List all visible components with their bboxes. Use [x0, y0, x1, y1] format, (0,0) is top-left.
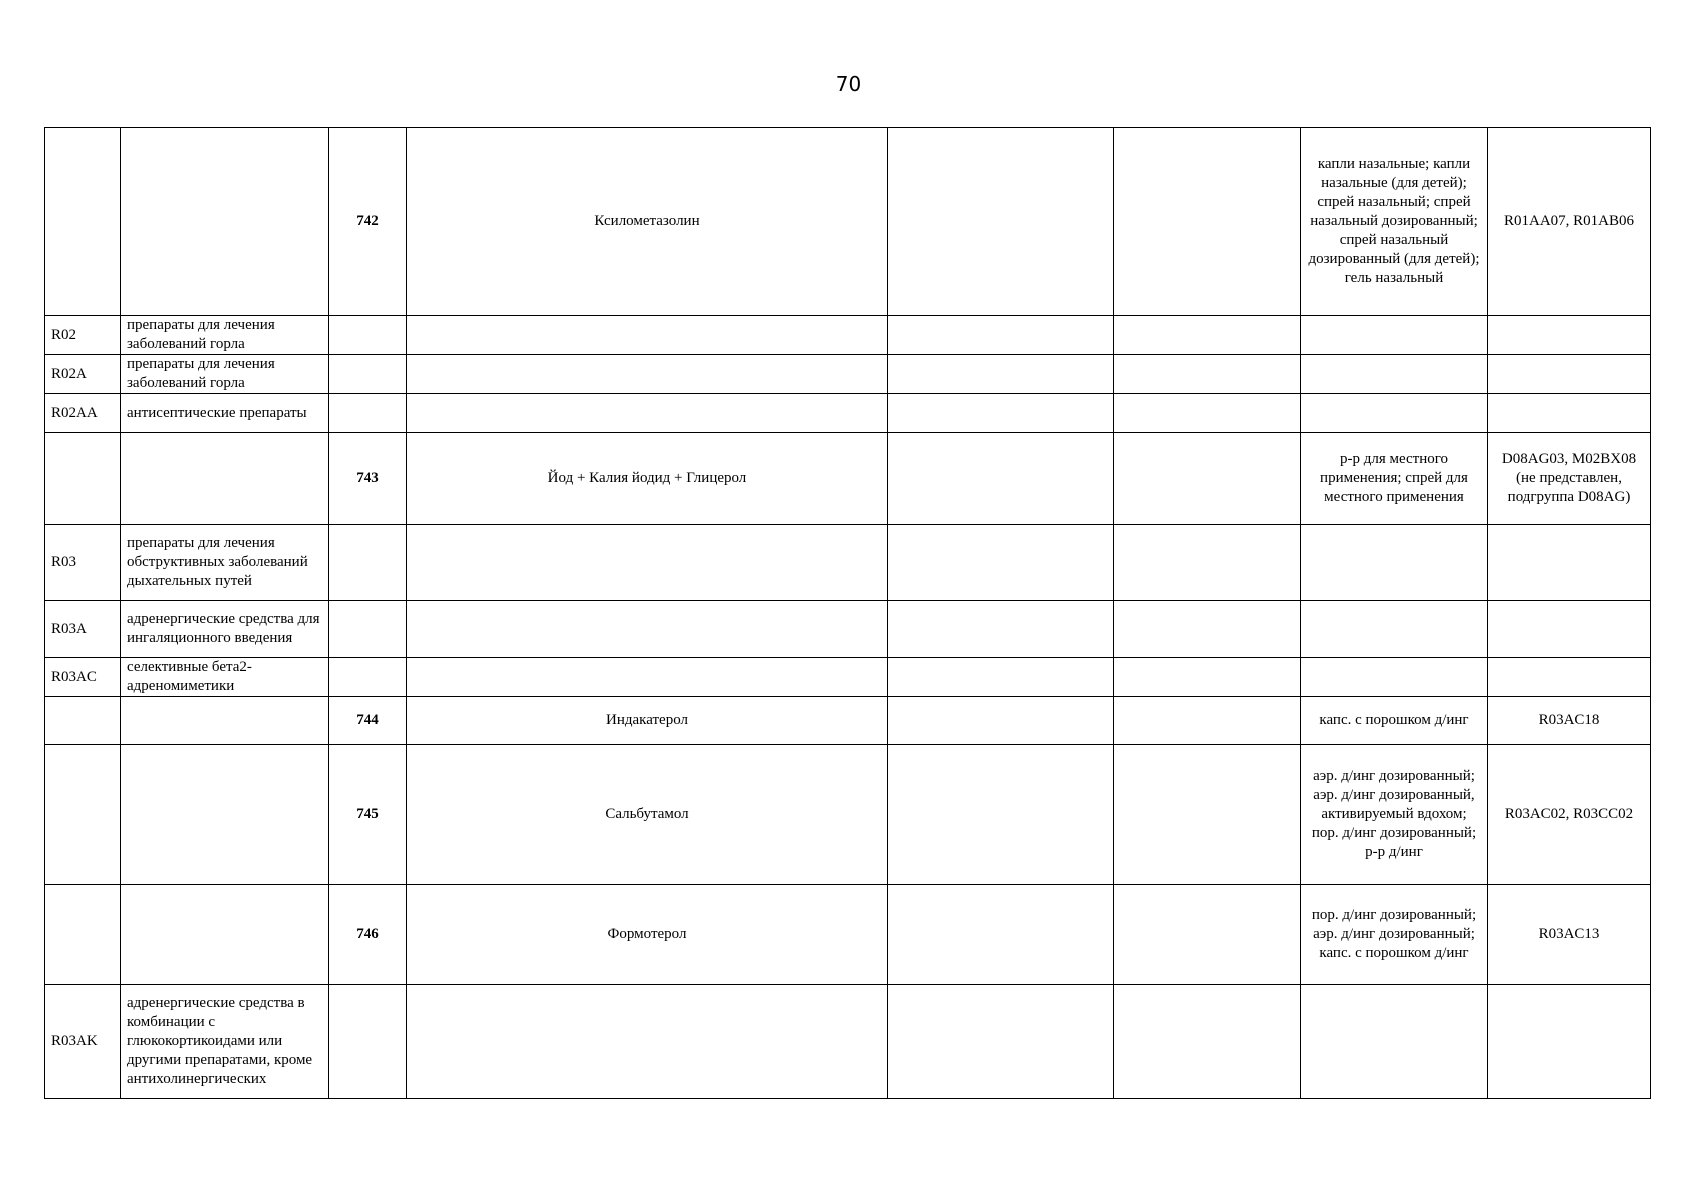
- dosage-form-cell: [1301, 525, 1488, 601]
- drug-name-cell: Формотерол: [407, 885, 888, 985]
- empty-cell: [888, 394, 1114, 433]
- drug-name-cell: Йод + Калия йодид + Глицерол: [407, 433, 888, 525]
- atc-code-cell: R03AC: [45, 658, 121, 697]
- atc-reference-cell: [1488, 355, 1651, 394]
- item-number-cell: 744: [329, 697, 407, 745]
- table-row: [45, 658, 1651, 697]
- empty-cell: [1114, 985, 1301, 1099]
- table-row: [45, 128, 1651, 316]
- item-number-cell: [329, 355, 407, 394]
- empty-cell: [888, 128, 1114, 316]
- atc-reference-cell: R03AC18: [1488, 697, 1651, 745]
- atc-reference-cell: [1488, 394, 1651, 433]
- empty-cell: [1114, 745, 1301, 885]
- atc-reference-cell: [1488, 525, 1651, 601]
- atc-code-cell: R02A: [45, 355, 121, 394]
- drug-name-cell: Индакатерол: [407, 697, 888, 745]
- empty-cell: [888, 658, 1114, 697]
- empty-cell: [1114, 525, 1301, 601]
- dosage-form-cell: [1301, 658, 1488, 697]
- group-name-cell: препараты для лечения обструктивных заболеваний дыхательных путей: [121, 525, 329, 601]
- item-number-cell: [329, 601, 407, 658]
- drug-table: [44, 127, 1651, 1099]
- dosage-form-cell: р-р для местного применения; спрей для местного применения: [1301, 433, 1488, 525]
- atc-reference-cell: [1488, 601, 1651, 658]
- dosage-form-cell: [1301, 316, 1488, 355]
- empty-cell: [1114, 433, 1301, 525]
- table-row: [45, 697, 1651, 745]
- group-name-cell: селективные бета2-адреномиметики: [121, 658, 329, 697]
- atc-reference-cell: R03AC02, R03CC02: [1488, 745, 1651, 885]
- drug-name-cell: [407, 394, 888, 433]
- empty-cell: [1114, 697, 1301, 745]
- group-name-cell: препараты для лечения заболеваний горла: [121, 316, 329, 355]
- group-name-cell: адренергические средства в комбинации с глюкокортикоидами или другими препаратами, кроме антихолинергических: [121, 985, 329, 1099]
- table-row: [45, 985, 1651, 1099]
- atc-code-cell: [45, 745, 121, 885]
- group-name-cell: антисептические препараты: [121, 394, 329, 433]
- item-number-cell: [329, 658, 407, 697]
- item-number-cell: [329, 394, 407, 433]
- group-name-cell: [121, 433, 329, 525]
- drug-name-cell: [407, 985, 888, 1099]
- group-name-cell: [121, 128, 329, 316]
- dosage-form-cell: [1301, 985, 1488, 1099]
- atc-code-cell: R02AA: [45, 394, 121, 433]
- empty-cell: [1114, 658, 1301, 697]
- drug-name-cell: [407, 525, 888, 601]
- dosage-form-cell: аэр. д/инг дозированный; аэр. д/инг дозированный, активируемый вдохом; пор. д/инг дозированный; р-р д/инг: [1301, 745, 1488, 885]
- empty-cell: [888, 697, 1114, 745]
- dosage-form-cell: капли назальные; капли назальные (для детей); спрей назальный; спрей назальный дозированный; спрей назальный дозированный (для детей); гель назальный: [1301, 128, 1488, 316]
- empty-cell: [888, 316, 1114, 355]
- page-number: 70: [835, 72, 862, 96]
- drug-name-cell: Сальбутамол: [407, 745, 888, 885]
- dosage-form-cell: капс. с порошком д/инг: [1301, 697, 1488, 745]
- table-row: [45, 355, 1651, 394]
- empty-cell: [888, 525, 1114, 601]
- atc-code-cell: [45, 885, 121, 985]
- item-number-cell: 746: [329, 885, 407, 985]
- item-number-cell: [329, 525, 407, 601]
- atc-code-cell: [45, 697, 121, 745]
- table-row: [45, 316, 1651, 355]
- atc-code-cell: R03A: [45, 601, 121, 658]
- empty-cell: [888, 433, 1114, 525]
- empty-cell: [888, 985, 1114, 1099]
- drug-name-cell: [407, 355, 888, 394]
- atc-reference-cell: [1488, 985, 1651, 1099]
- table-row: [45, 745, 1651, 885]
- dosage-form-cell: [1301, 355, 1488, 394]
- atc-code-cell: [45, 128, 121, 316]
- atc-reference-cell: [1488, 658, 1651, 697]
- item-number-cell: 745: [329, 745, 407, 885]
- drug-name-cell: Ксилометазолин: [407, 128, 888, 316]
- empty-cell: [1114, 601, 1301, 658]
- dosage-form-cell: [1301, 601, 1488, 658]
- group-name-cell: [121, 745, 329, 885]
- atc-reference-cell: [1488, 316, 1651, 355]
- group-name-cell: [121, 885, 329, 985]
- item-number-cell: 742: [329, 128, 407, 316]
- empty-cell: [888, 745, 1114, 885]
- item-number-cell: 743: [329, 433, 407, 525]
- empty-cell: [1114, 316, 1301, 355]
- atc-reference-cell: R01AA07, R01AB06: [1488, 128, 1651, 316]
- table-row: [45, 433, 1651, 525]
- atc-reference-cell: D08AG03, M02BX08 (не представлен, подгруппа D08AG): [1488, 433, 1651, 525]
- dosage-form-cell: [1301, 394, 1488, 433]
- table-row: [45, 601, 1651, 658]
- group-name-cell: [121, 697, 329, 745]
- table-row: [45, 885, 1651, 985]
- group-name-cell: адренергические средства для ингаляционного введения: [121, 601, 329, 658]
- empty-cell: [1114, 355, 1301, 394]
- atc-reference-cell: R03AC13: [1488, 885, 1651, 985]
- atc-code-cell: [45, 433, 121, 525]
- item-number-cell: [329, 985, 407, 1099]
- empty-cell: [888, 601, 1114, 658]
- drug-name-cell: [407, 316, 888, 355]
- empty-cell: [1114, 885, 1301, 985]
- group-name-cell: препараты для лечения заболеваний горла: [121, 355, 329, 394]
- empty-cell: [888, 885, 1114, 985]
- dosage-form-cell: пор. д/инг дозированный; аэр. д/инг дозированный; капс. с порошком д/инг: [1301, 885, 1488, 985]
- drug-name-cell: [407, 601, 888, 658]
- table-row: [45, 394, 1651, 433]
- empty-cell: [1114, 128, 1301, 316]
- empty-cell: [888, 355, 1114, 394]
- atc-code-cell: R03AK: [45, 985, 121, 1099]
- item-number-cell: [329, 316, 407, 355]
- atc-code-cell: R02: [45, 316, 121, 355]
- atc-code-cell: R03: [45, 525, 121, 601]
- drug-name-cell: [407, 658, 888, 697]
- table-row: [45, 525, 1651, 601]
- empty-cell: [1114, 394, 1301, 433]
